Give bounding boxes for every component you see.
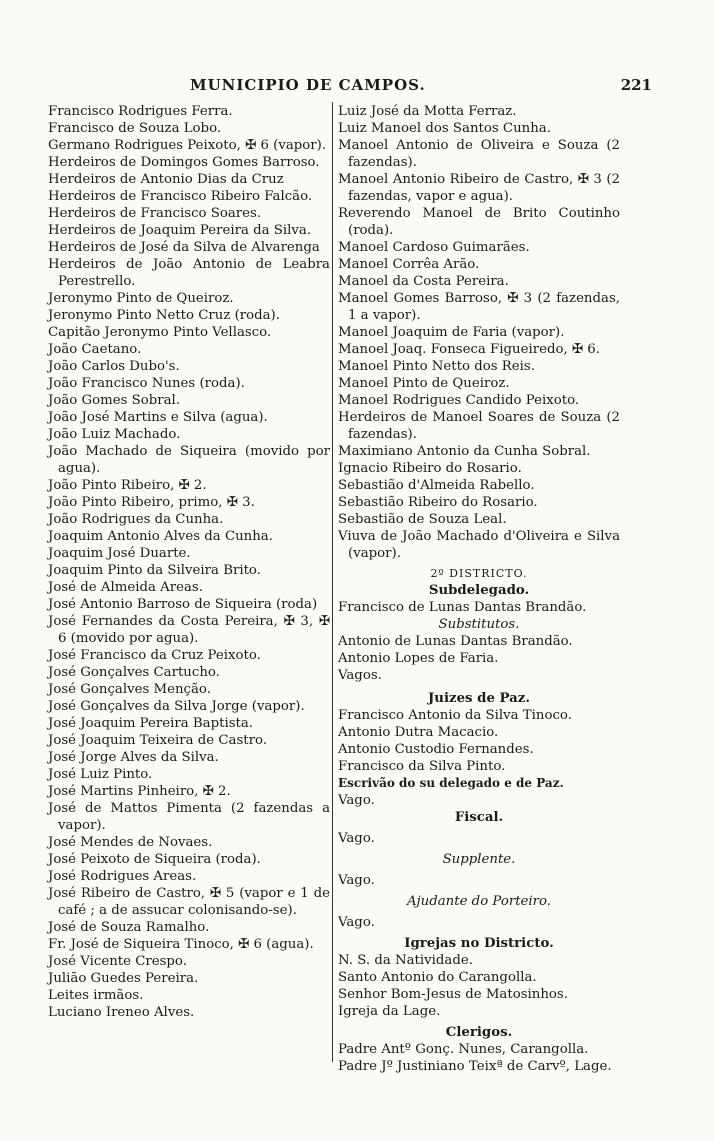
igreja-item: Senhor Bom-Jesus de Matosinhos. (338, 987, 568, 1002)
right-column (338, 103, 620, 1075)
fiscal-title: Fiscal. (454, 810, 504, 825)
list-item: João Caetano. (48, 342, 142, 357)
right-column-list (338, 103, 620, 562)
list-item: João Carlos Dubo's. (48, 359, 180, 374)
list-item: Francisco de Souza Lobo. (48, 121, 222, 136)
list-item: Herdeiros de José da Silva de Alvarenga (48, 240, 320, 255)
list-item: Luiz Manoel dos Santos Cunha. (338, 121, 551, 136)
list-item: José Gonçalves da Silva Jorge (vapor). (48, 699, 305, 714)
supplente-title: Supplente. (442, 852, 516, 867)
list-item: João Gomes Sobral. (48, 393, 181, 408)
list-item: Reverendo Manoel de Brito Coutinho (roda). (338, 206, 620, 238)
list-item: Maximiano Antonio da Cunha Sobral. (338, 444, 591, 459)
subdelegado-name: Francisco de Lunas Dantas Brandão. (338, 600, 587, 615)
list-item: Herdeiros de Joaquim Pereira da Silva. (48, 223, 312, 238)
juizes-list (338, 707, 620, 775)
list-item: José de Mattos Pimenta (2 fazendas a vapor). (48, 801, 330, 833)
list-item: José Gonçalves Cartucho. (48, 665, 220, 680)
list-item: José Francisco da Cruz Peixoto. (48, 648, 261, 663)
list-item: Capitão Jeronymo Pinto Vellasco. (48, 325, 272, 340)
substituto-item: Vagos. (338, 668, 382, 683)
page-number: 221 (620, 76, 652, 94)
list-item: José Peixoto de Siqueira (roda). (48, 852, 261, 867)
list-item: José Rodrigues Areas. (48, 869, 197, 884)
list-item: Julião Guedes Pereira. (48, 971, 199, 986)
list-item: Manoel Gomes Barroso, ✠ 3 (2 fazendas, 1 a vapor). (338, 291, 620, 323)
list-item: José Gonçalves Menção. (48, 682, 211, 697)
list-item: Luciano Ireneo Alves. (48, 1005, 195, 1020)
fiscal-value: Vago. (338, 831, 375, 846)
list-item: José Jorge Alves da Silva. (48, 750, 219, 765)
list-item: Manoel Antonio de Oliveira e Souza (2 fazendas). (338, 138, 620, 170)
list-item: Herdeiros de Francisco Soares. (48, 206, 262, 221)
list-item: Herdeiros de João Antonio de Leabra Perestrello. (48, 257, 330, 289)
list-item: José Joaquim Pereira Baptista. (48, 716, 254, 731)
substitutos-title: Substitutos. (438, 617, 520, 632)
list-item: Manoel da Costa Pereira. (338, 274, 509, 289)
igrejas-list (338, 952, 620, 1020)
list-item: Jeronymo Pinto Netto Cruz (roda). (48, 308, 280, 323)
column-divider (332, 102, 333, 1062)
substituto-item: Antonio Lopes de Faria. (338, 651, 499, 666)
list-item: Manoel Pinto Netto dos Reis. (338, 359, 535, 374)
list-item: José Mendes de Novaes. (48, 835, 213, 850)
juiz-item: Antonio Dutra Macacio. (338, 725, 499, 740)
list-item: Jeronymo Pinto de Queiroz. (48, 291, 234, 306)
list-item: Luiz José da Motta Ferraz. (338, 104, 517, 119)
list-item: João Francisco Nunes (roda). (48, 376, 245, 391)
igreja-item: Igreja da Lage. (338, 1004, 441, 1019)
list-item: José Martins Pinheiro, ✠ 2. (48, 784, 231, 799)
list-item: Manoel Corrêa Arão. (338, 257, 480, 272)
list-item: João Pinto Ribeiro, primo, ✠ 3. (48, 495, 255, 510)
district-heading: 2º DISTRICTO. (430, 567, 528, 580)
juiz-item: Antonio Custodio Fernandes. (338, 742, 534, 757)
left-column (48, 103, 330, 1021)
list-item: Joaquim Pinto da Silveira Brito. (48, 563, 261, 578)
clerigo-item: Padre Antº Gonç. Nunes, Carangolla. (338, 1042, 589, 1057)
list-item: José Ribeiro de Castro, ✠ 5 (vapor e 1 de café ; a de assucar colonisando-se). (48, 886, 330, 918)
list-item: João Pinto Ribeiro, ✠ 2. (48, 478, 207, 493)
list-item: José de Souza Ramalho. (48, 920, 210, 935)
list-item: Sebastião de Souza Leal. (338, 512, 507, 527)
list-item: Fr. José de Siqueira Tinoco, ✠ 6 (agua). (48, 937, 314, 952)
substituto-item: Antonio de Lunas Dantas Brandão. (338, 634, 573, 649)
ajudante-title: Ajudante do Porteiro. (406, 894, 552, 909)
list-item: José Luiz Pinto. (48, 767, 153, 782)
igrejas-title: Igrejas no Districto. (404, 936, 554, 951)
supplente-value: Vago. (338, 873, 375, 888)
escrivao-value: Vago. (338, 793, 375, 808)
list-item: Ignacio Ribeiro do Rosario. (338, 461, 522, 476)
list-item: João Machado de Siqueira (movido por agua). (48, 444, 330, 476)
list-item: José Vicente Crespo. (48, 954, 187, 969)
page-title: MUNICIPIO DE CAMPOS. (190, 76, 426, 94)
list-item: João José Martins e Silva (agua). (48, 410, 268, 425)
list-item: Joaquim José Duarte. (48, 546, 191, 561)
substitutos-list (338, 633, 620, 684)
list-item: José de Almeida Areas. (48, 580, 203, 595)
list-item: Manoel Cardoso Guimarães. (338, 240, 530, 255)
page-header (40, 76, 652, 98)
juizes-title: Juizes de Paz. (428, 691, 530, 706)
list-item: Sebastião d'Almeida Rabello. (338, 478, 535, 493)
ajudante-value: Vago. (338, 915, 375, 930)
list-item: Herdeiros de Francisco Ribeiro Falcão. (48, 189, 313, 204)
list-item: Herdeiros de Manoel Soares de Souza (2 fazendas). (338, 410, 620, 442)
list-item: José Antonio Barroso de Siqueira (roda) (48, 597, 318, 612)
list-item: João Rodrigues da Cunha. (48, 512, 224, 527)
list-item: Joaquim Antonio Alves da Cunha. (48, 529, 273, 544)
list-item: Germano Rodrigues Peixoto, ✠ 6 (vapor). (48, 138, 327, 153)
igreja-item: N. S. da Natividade. (338, 953, 473, 968)
list-item: Herdeiros de Antonio Dias da Cruz (48, 172, 284, 187)
clerigo-item: Padre Jº Justiniano Teixª de Carvº, Lage. (338, 1059, 612, 1074)
list-item: Manoel Pinto de Queiroz. (338, 376, 510, 391)
list-item: Manoel Joaq. Fonseca Figueiredo, ✠ 6. (338, 342, 600, 357)
list-item: Manoel Antonio Ribeiro de Castro, ✠ 3 (2 fazendas, vapor e agua). (338, 172, 620, 204)
list-item: Herdeiros de Domingos Gomes Barroso. (48, 155, 320, 170)
list-item: Leites irmãos. (48, 988, 144, 1003)
clerigos-list (338, 1041, 620, 1075)
list-item: Viuva de João Machado d'Oliveira e Silva (vapor). (338, 529, 620, 561)
list-item: Sebastião Ribeiro do Rosario. (338, 495, 538, 510)
subdelegado-title: Subdelegado. (428, 583, 530, 598)
juiz-item: Francisco Antonio da Silva Tinoco. (338, 708, 572, 723)
juiz-item: Francisco da Silva Pinto. (338, 759, 506, 774)
escrivao-title: Escrivão do su delegado e de Paz. (338, 776, 564, 790)
list-item: Manoel Rodrigues Candido Peixoto. (338, 393, 580, 408)
list-item: José Fernandes da Costa Pereira, ✠ 3, ✠ 6 (movido por agua). (48, 614, 330, 646)
clerigos-title: Clerigos. (445, 1025, 513, 1040)
list-item: João Luiz Machado. (48, 427, 181, 442)
list-item: Francisco Rodrigues Ferra. (48, 104, 233, 119)
igreja-item: Santo Antonio do Carangolla. (338, 970, 537, 985)
list-item: José Joaquim Teixeira de Castro. (48, 733, 268, 748)
list-item: Manoel Joaquim de Faria (vapor). (338, 325, 565, 340)
